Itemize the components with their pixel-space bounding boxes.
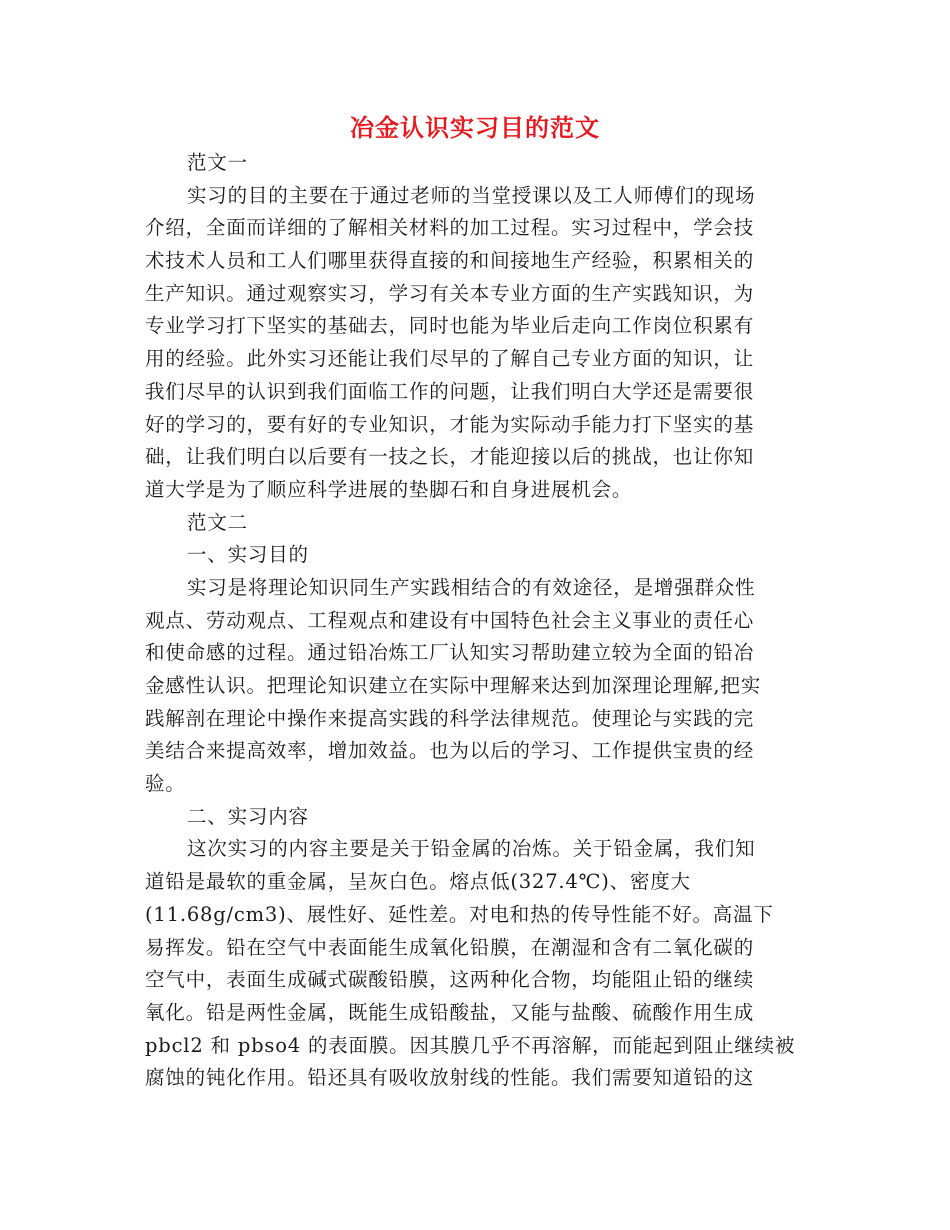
text-line: 专业学习打下坚实的基础去，同时也能为毕业后走向工作岗位积累有: [145, 314, 755, 338]
text-line: 我们尽早的认识到我们面临工作的问题，让我们明白大学还是需要很: [145, 379, 755, 403]
text-line: 实习是将理论知识同生产实践相结合的有效途径，是增强群众性: [187, 575, 756, 599]
document-title: 冶金认识实习目的范文: [350, 114, 600, 142]
text-line: 术技术人员和工人们哪里获得直接的和间接地生产经验，积累相关的: [145, 249, 755, 273]
text-line: 金感性认识。把理论知识建立在实际中理解来达到加深理论理解,把实: [145, 674, 761, 697]
text-line: (11.68g/cm3)、展性好、延性差。对电和热的传导性能不好。高温下: [145, 902, 774, 926]
text-line: 实习的目的主要在于通过老师的当堂授课以及工人师傅们的现场: [187, 183, 756, 207]
text-line: 道铅是最软的重金属，呈灰白色。熔点低(327.4℃)、密度大: [145, 870, 691, 894]
text-line: 生产知识。通过观察实习，学习有关本专业方面的生产实践知识，为: [145, 281, 755, 305]
text-line: 践解剖在理论中操作来提高实践的科学法律规范。使理论与实践的完: [145, 706, 755, 730]
text-line: 易挥发。铅在空气中表面能生成氧化铅膜，在潮湿和含有二氧化碳的: [145, 935, 755, 959]
text-line: 观点、劳动观点、工程观点和建设有中国特色社会主义事业的责任心: [145, 608, 755, 632]
text-line: 范文二: [187, 510, 248, 534]
text-line: 这次实习的内容主要是关于铅金属的冶炼。关于铅金属，我们知: [187, 837, 756, 861]
text-line: 道大学是为了顺应科学进展的垫脚石和自身进展机会。: [145, 477, 633, 501]
text-line: 一、实习目的: [187, 543, 309, 567]
text-line: 范文一: [187, 151, 248, 174]
text-line: pbcl2 和 pbso4 的表面膜。因其膜几乎不再溶解，而能起到阻止继续被: [145, 1033, 796, 1057]
text-line: 介绍，全面而详细的了解相关材料的加工过程。实习过程中，学会技: [145, 216, 755, 240]
text-line: 二、实习内容: [187, 804, 309, 828]
text-line: 用的经验。此外实习还能让我们尽早的了解自己专业方面的知识，让: [145, 347, 755, 371]
text-line: 腐蚀的钝化作用。铅还具有吸收放射线的性能。我们需要知道铅的这: [145, 1066, 755, 1090]
text-line: 和使命感的过程。通过铅冶炼工厂认知实习帮助建立较为全面的铅冶: [145, 641, 755, 665]
text-line: 空气中，表面生成碱式碳酸铅膜，这两种化合物，均能阻止铅的继续: [145, 968, 755, 992]
text-line: 美结合来提高效率，增加效益。也为以后的学习、工作提供宝贵的经: [145, 739, 755, 763]
text-line: 氧化。铅是两性金属，既能生成铅酸盐，又能与盐酸、硫酸作用生成: [145, 1000, 755, 1024]
text-line: 好的学习的，要有好的专业知识，才能为实际动手能力打下坚实的基: [145, 412, 755, 436]
text-line: 础，让我们明白以后要有一技之长，才能迎接以后的挑战，也让你知: [145, 445, 755, 469]
text-line: 验。: [145, 772, 186, 796]
document-body: [145, 147, 805, 1095]
